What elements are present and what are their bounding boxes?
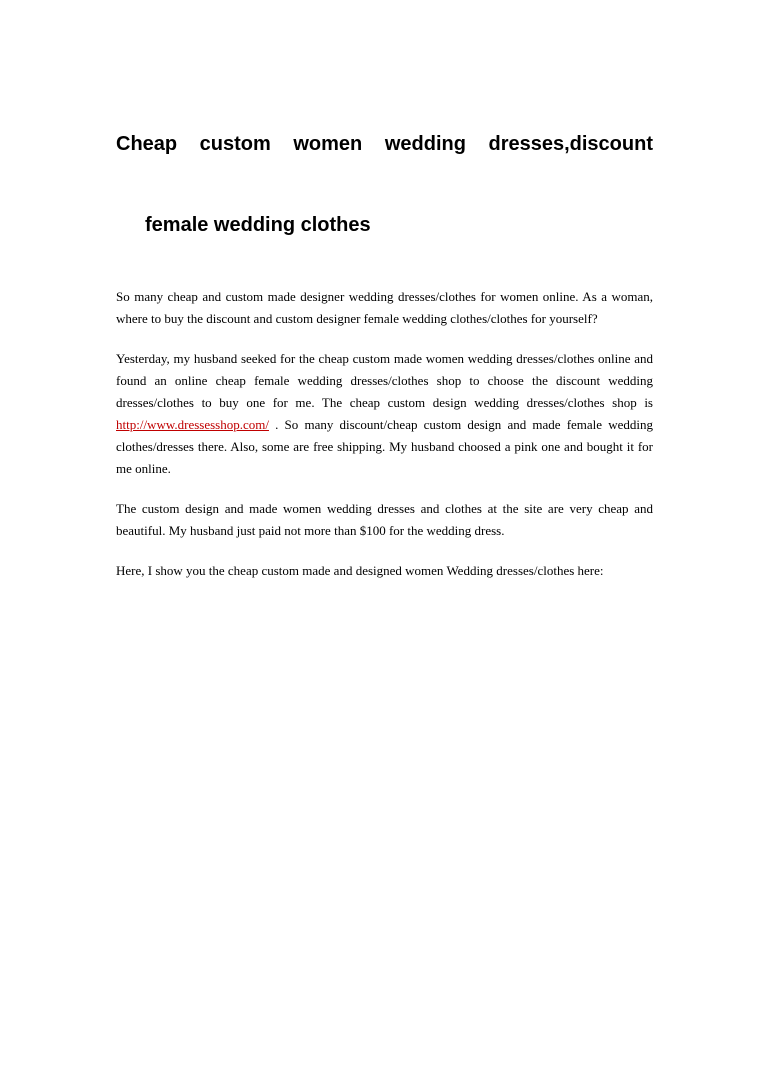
document-body [116, 286, 653, 600]
document-title-continued: female wedding clothes [145, 214, 371, 236]
paragraph-text-after-link: . So many discount/cheap custom design and made female wedding clothes/dresses there. Also, some are free shipping. My husband choosed a pink one and bought it for me online. [116, 417, 653, 476]
paragraph-price: The custom design and made women wedding dresses and clothes at the site are very cheap and beautiful. My husband just paid not more than $100 for the wedding dress. [116, 501, 653, 538]
paragraph-husband-story [116, 348, 653, 480]
shop-link[interactable]: http://www.dressesshop.com/ [116, 417, 269, 432]
document-title: Cheap custom women wedding dresses,discount [116, 133, 653, 155]
paragraph-showcase: Here, I show you the cheap custom made and designed women Wedding dresses/clothes here: [116, 563, 604, 578]
paragraph-text-before-link: Yesterday, my husband seeked for the cheap custom made women wedding dresses/clothes online and found an online cheap female wedding dresses/clothes shop to choose the discount wedding dresses/clothes to buy one for me. The cheap custom design wedding dresses/clothes shop is [116, 351, 653, 410]
paragraph-intro: So many cheap and custom made designer wedding dresses/clothes for women online. As a woman, where to buy the discount and custom designer female wedding clothes/clothes for yourself? [116, 289, 653, 326]
